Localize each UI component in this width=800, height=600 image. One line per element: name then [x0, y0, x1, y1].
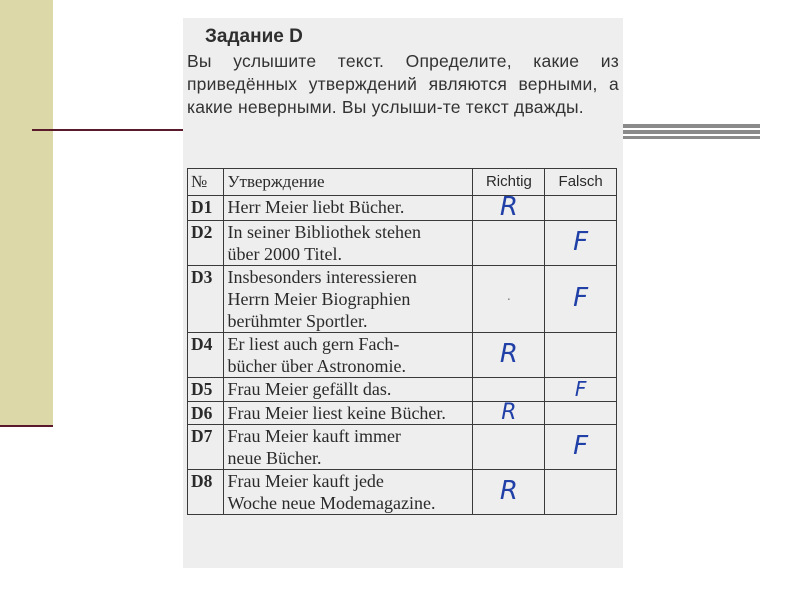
table-header-row [188, 169, 617, 196]
statements-table [187, 168, 617, 515]
task-heading: Задание D [205, 26, 303, 47]
table-row [188, 221, 617, 266]
falsch-mark: F [545, 221, 617, 266]
row-id: D4 [188, 333, 224, 378]
table-row [188, 196, 617, 221]
falsch-mark [545, 196, 617, 221]
header-falsch: Falsch [545, 169, 617, 196]
right-divider-rule [623, 124, 760, 140]
header-number: № [188, 169, 224, 196]
row-statement: In seiner Bibliothek stehen über 2000 Titel. [224, 221, 473, 266]
table-row [188, 333, 617, 378]
table-row [188, 378, 617, 402]
row-statement: Frau Meier kauft immer neue Bücher. [224, 425, 473, 470]
richtig-mark: R [473, 470, 545, 515]
row-statement: Frau Meier liest keine Bücher. [224, 402, 473, 425]
falsch-mark [545, 333, 617, 378]
row-statement: Er liest auch gern Fach- bücher über Astronomie. [224, 333, 473, 378]
table-row [188, 425, 617, 470]
row-statement: Insbesonders interessieren Herrn Meier Biographien berühmter Sportler. [224, 266, 473, 333]
richtig-mark: · [473, 266, 545, 333]
header-statement: Утверждение [224, 169, 473, 196]
richtig-mark: R [473, 196, 545, 221]
header-richtig: Richtig [473, 169, 545, 196]
row-statement: Herr Meier liebt Bücher. [224, 196, 473, 221]
task-instructions: Вы услышите текст. Определите, какие из приведённых утверждений являются верными, а какие неверными. Вы услыши-те текст дважды. [187, 51, 619, 117]
row-id: D1 [188, 196, 224, 221]
richtig-mark: R [473, 333, 545, 378]
left-bottom-rule [0, 425, 53, 427]
row-id: D3 [188, 266, 224, 333]
row-id: D6 [188, 402, 224, 425]
row-statement: Frau Meier kauft jede Woche neue Modemagazine. [224, 470, 473, 515]
row-id: D2 [188, 221, 224, 266]
row-statement: Frau Meier gefällt das. [224, 378, 473, 402]
row-id: D5 [188, 378, 224, 402]
richtig-mark [473, 378, 545, 402]
richtig-mark [473, 221, 545, 266]
falsch-mark [545, 402, 617, 425]
richtig-mark [473, 425, 545, 470]
richtig-mark: R [473, 402, 545, 425]
falsch-mark [545, 470, 617, 515]
row-id: D8 [188, 470, 224, 515]
scanned-worksheet [183, 18, 623, 568]
row-id: D7 [188, 425, 224, 470]
falsch-mark: F [545, 378, 617, 402]
falsch-mark: F [545, 266, 617, 333]
table-row [188, 402, 617, 425]
left-divider-rule [32, 129, 184, 131]
table-row [188, 470, 617, 515]
falsch-mark: F [545, 425, 617, 470]
table-row [188, 266, 617, 333]
side-decoration-strip [0, 0, 53, 425]
